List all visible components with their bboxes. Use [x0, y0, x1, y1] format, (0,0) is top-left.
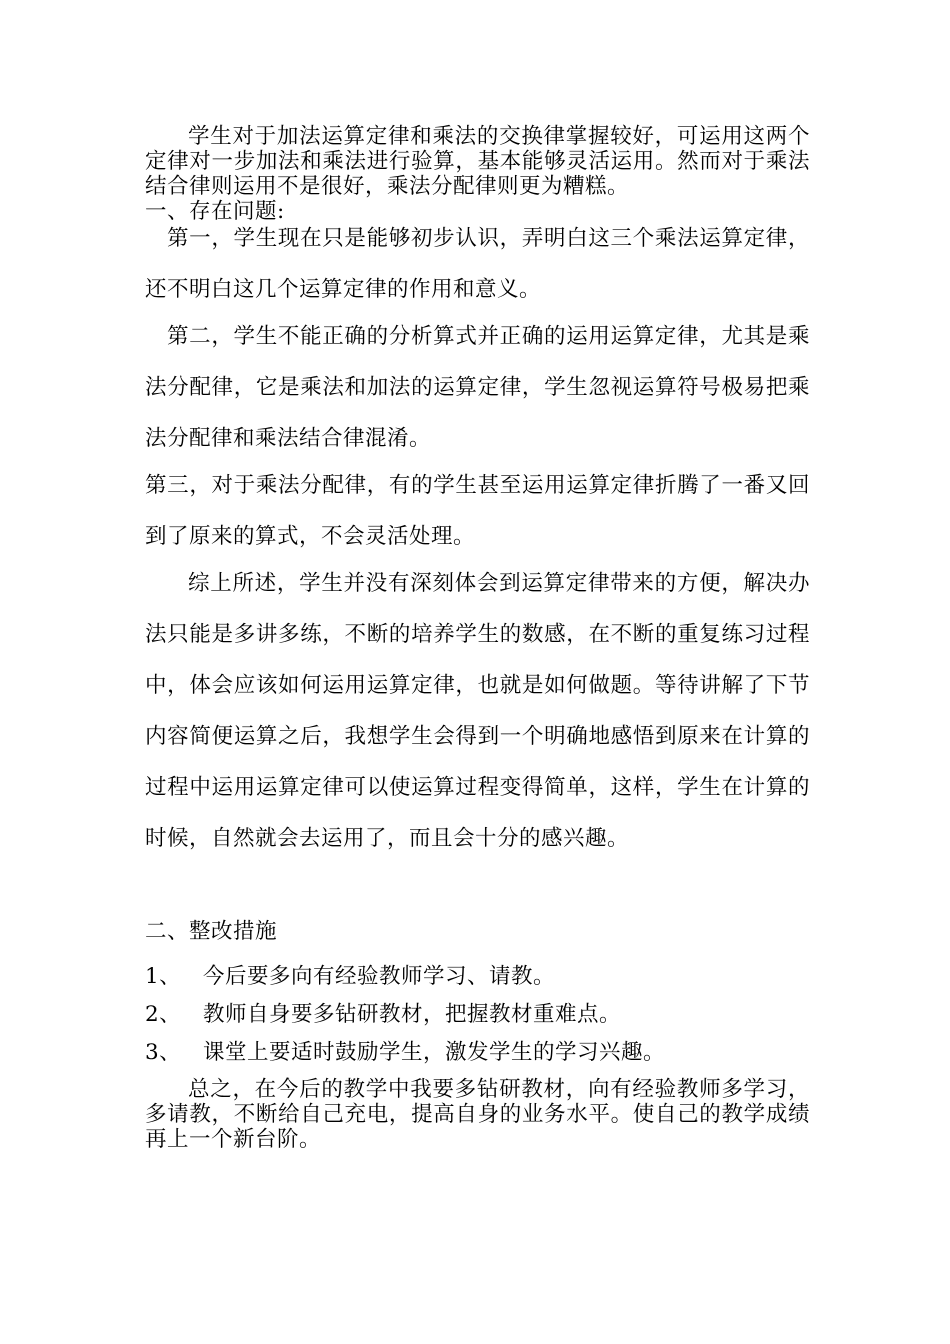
measure-text: 今后要多向有经验教师学习、请教。: [203, 964, 556, 989]
measure-number: 3、: [145, 1040, 182, 1065]
intro-paragraph: 学生对于加法运算定律和乘法的交换律掌握较好，可运用这两个定律对一步加法和乘法进行验算，基本能够灵活运用。然而对于乘法结合律则运用不是很好，乘法分配律则更为糟糕。: [145, 124, 810, 199]
heading-problems: 一、存在问题:: [145, 199, 285, 224]
measure-item-3: [145, 1034, 810, 1072]
problem-2-paragraph: 第二，学生不能正确的分析算式并正确的运用运算定律，尤其是乘法分配律，它是乘法和加法的运算定律，学生忽视运算符号极易把乘法分配律和乘法结合律混淆。: [145, 324, 810, 451]
measure-text: 课堂上要适时鼓励学生，激发学生的学习兴趣。: [203, 1040, 666, 1065]
summary-paragraph: 综上所述，学生并没有深刻体会到运算定律带来的方便，解决办法只能是多讲多练，不断的培养学生的数感，在不断的重复练习过程中，体会应该如何运用运算定律，也就是如何做题。等待讲解了下节内容简便运算之后，我想学生会得到一个明确地感悟到原来在计算的过程中运用运算定律可以使运算过程变得简单，这样，学生在计算的时候，自然就会去运用了，而且会十分的感兴趣。: [145, 571, 810, 851]
problem-1-paragraph: 第一，学生现在只是能够初步认识，弄明白这三个乘法运算定律，还不明白这几个运算定律的作用和意义。: [145, 226, 810, 302]
heading-measures: 二、整改措施: [145, 919, 278, 944]
problem-3-paragraph: 第三，对于乘法分配律，有的学生甚至运用运算定律折腾了一番又回到了原来的算式，不会灵活处理。: [145, 473, 810, 549]
measure-item-1: [145, 958, 810, 996]
measure-text: 教师自身要多钻研教材，把握教材重难点。: [203, 1002, 622, 1027]
measure-item-2: [145, 996, 810, 1034]
measure-number: 1、: [145, 964, 182, 989]
measure-number: 2、: [145, 1002, 182, 1027]
conclusion-paragraph: 总之，在今后的教学中我要多钻研教材，向有经验教师多学习，多请教，不断给自己充电，提高自身的业务水平。使自己的教学成绩再上一个新台阶。: [145, 1077, 810, 1152]
